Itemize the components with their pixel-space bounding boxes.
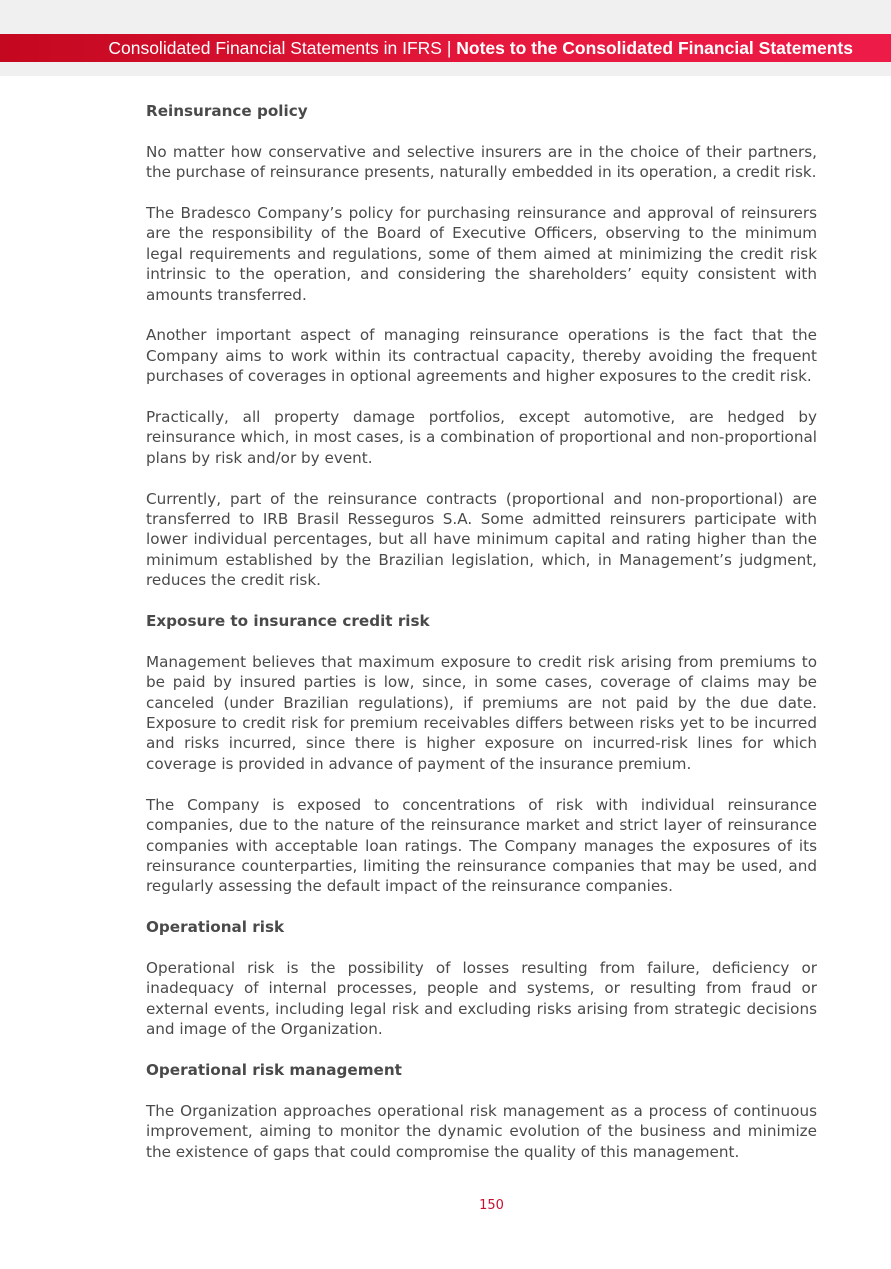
section-heading: Reinsurance policy: [146, 102, 308, 120]
paragraph: Operational risk is the possibility of losses resulting from failure, deficiency or inadequacy of internal processes, people and systems, or resulting from fraud or external events, including legal risk and excluding risks arising from strategic decisions and image of the Organization.: [146, 958, 817, 1039]
header-separator: |: [441, 38, 457, 58]
page-number: 150: [479, 1198, 504, 1213]
header-section-title: Notes to the Consolidated Financial Statements: [456, 38, 853, 58]
header-document-title: Consolidated Financial Statements in IFRS: [108, 38, 442, 58]
paragraph: Another important aspect of managing reinsurance operations is the fact that the Company aims to work within its contractual capacity, thereby avoiding the frequent purchases of coverages in optional agreements and higher exposures to the credit risk.: [146, 326, 817, 386]
paragraph: The Organization approaches operational risk management as a process of continuous improvement, aiming to monitor the dynamic evolution of the business and minimize the existence of gaps that could compromise the quality of this management.: [146, 1101, 817, 1161]
page-body: [146, 101, 817, 1182]
section-heading: Exposure to insurance credit risk: [146, 612, 430, 631]
paragraph: Management believes that maximum exposure to credit risk arising from premiums to be paid by insured parties is low, since, in some cases, coverage of claims may be canceled (under Brazilian regulations), if premiums are not paid by the due date. Exposure to credit risk for premium receivables differs between risks yet to be incurred and risks incurred, since there is higher exposure on incurred-risk lines for which coverage is provided in advance of payment of the insurance premium.: [146, 652, 817, 773]
header-banner: [0, 34, 891, 62]
paragraph: Practically, all property damage portfolios, except automotive, are hedged by reinsurance which, in most cases, is a combination of proportional and non-proportional plans by risk and/or by event.: [146, 408, 817, 467]
section-heading: Operational risk: [146, 918, 285, 937]
paragraph: The Company is exposed to concentrations of risk with individual reinsurance companies, due to the nature of the reinsurance market and strict layer of reinsurance companies with acceptable loan ratings. The Company manages the exposures of its reinsurance counterparties, limiting the reinsurance companies that may be used, and regularly assessing the default impact of the reinsurance companies.: [146, 795, 817, 896]
paragraph: The Bradesco Company’s policy for purchasing reinsurance and approval of reinsurers are the responsibility of the Board of Executive Officers, observing to the minimum legal requirements and regulations, some of them aimed at minimizing the credit risk intrinsic to the operation, and considering the shareholders’ equity consistent with amounts transferred.: [146, 204, 817, 304]
section-heading: Operational risk management: [146, 1060, 402, 1079]
paragraph: No matter how conservative and selective insurers are in the choice of their partners, the purchase of reinsurance presents, naturally embedded in its operation, a credit risk.: [146, 142, 817, 182]
paragraph: Currently, part of the reinsurance contracts (proportional and non-proportional) are transferred to IRB Brasil Resseguros S.A. Some admitted reinsurers participate with lower individual percentages, but all have minimum capital and rating higher than the minimum established by the Brazilian legislation, which, in Management’s judgment, reduces the credit risk.: [146, 489, 817, 590]
